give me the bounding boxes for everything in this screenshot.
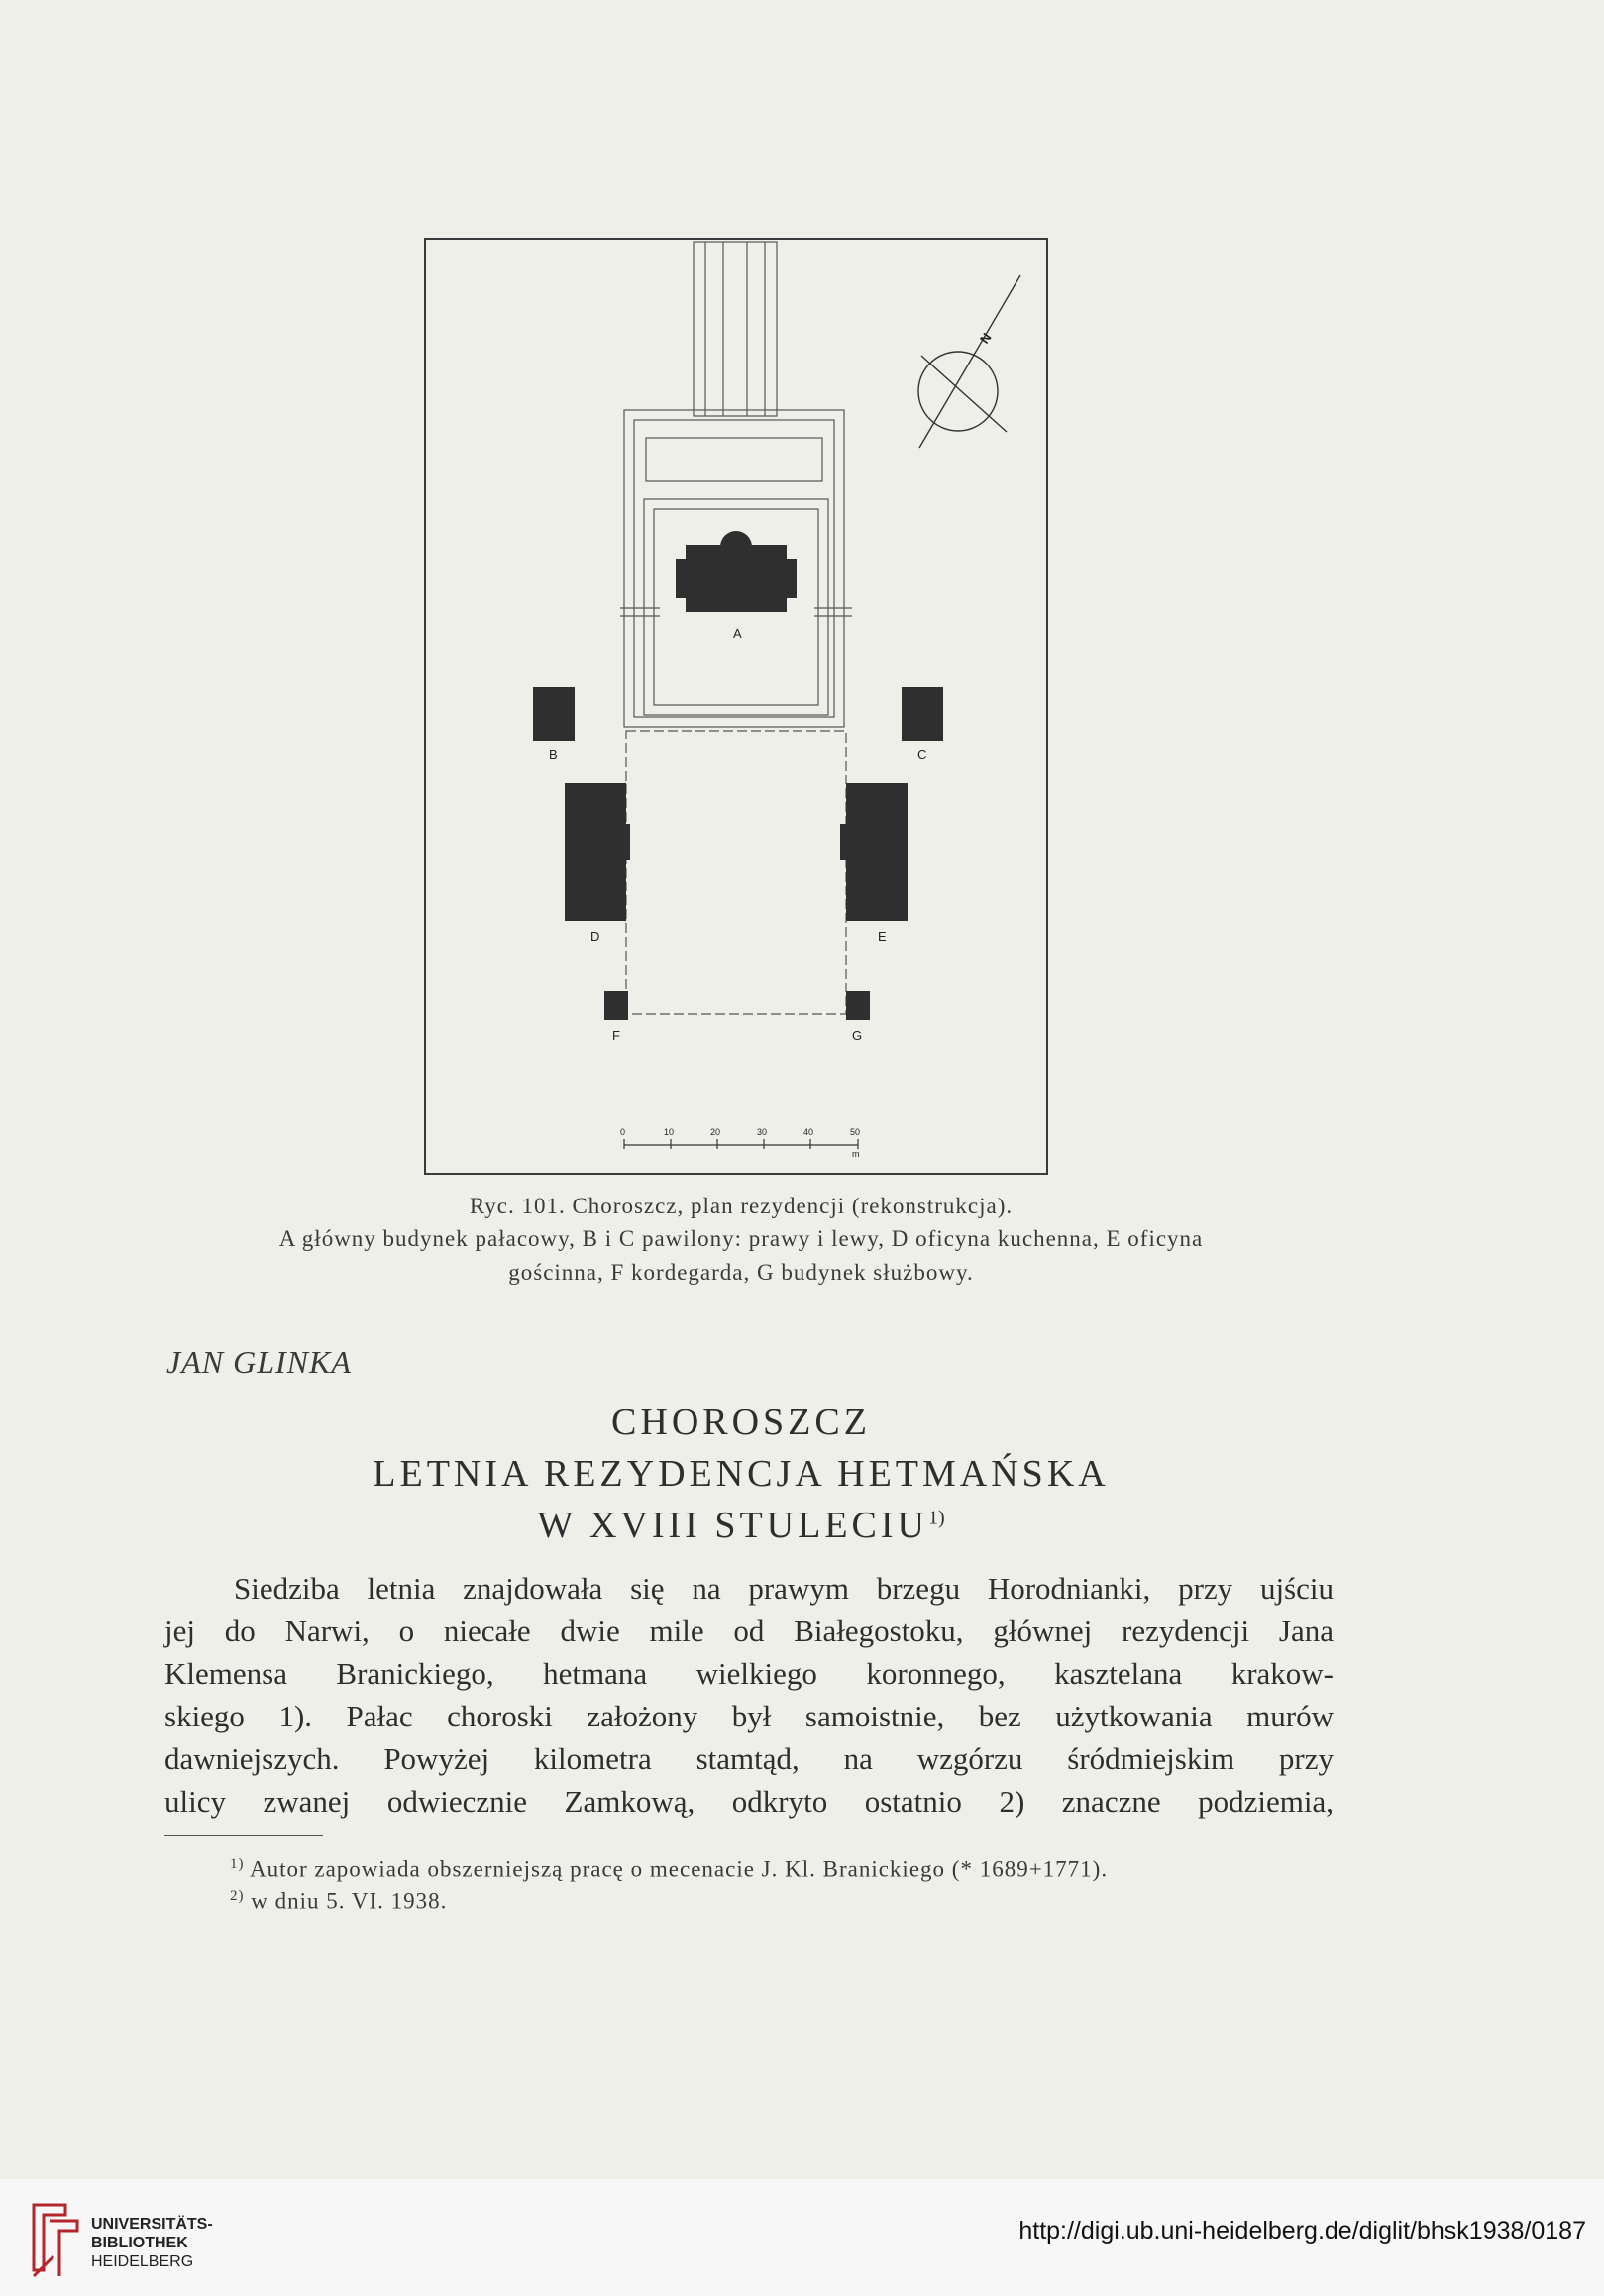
scale-unit: m: [852, 1149, 860, 1159]
scale-label: 30: [757, 1127, 768, 1137]
footnote-2: [230, 1888, 447, 1915]
library-logo-icon: [28, 2201, 85, 2280]
permalink-url[interactable]: http://digi.ub.uni-heidelberg.de/diglit/bhsk1938/0187: [1018, 2217, 1586, 2244]
footnote-1: [230, 1856, 1108, 1883]
footnote-text: w dniu 5. VI. 1938.: [251, 1888, 448, 1914]
footnote-mark: 2): [230, 1888, 245, 1904]
logo-line: UNIVERSITÄTS-: [91, 2216, 213, 2233]
library-logo-text: [91, 2215, 213, 2271]
pavilion-c-shape: [902, 687, 943, 741]
footnote-text: Autor zapowiada obszerniejszą pracę o mecenacie J. Kl. Branickiego (* 1689+1771).: [249, 1856, 1109, 1882]
plan-label-g: G: [852, 1028, 863, 1043]
article-author: JAN GLINKA: [166, 1344, 352, 1380]
pavilion-b-shape: [533, 687, 575, 741]
scale-label: 0: [620, 1127, 626, 1137]
building-a-shape: [676, 531, 797, 612]
footnote-divider: [164, 1835, 323, 1836]
figure-caption-line-1: Ryc. 101. Choroszcz, plan rezydencji (rekonstrukcja).: [469, 1194, 1014, 1218]
scale-label: 50: [850, 1127, 861, 1137]
body-line: jej do Narwi, o niecałe dwie mile od Białegostoku, głównej rezydencji Jana: [164, 1614, 1334, 1648]
outbuilding-e-shape: [840, 783, 908, 921]
plan-label-f: F: [612, 1028, 620, 1043]
plan-label-b: B: [549, 747, 558, 762]
library-footer: [0, 2179, 1604, 2296]
outbuilding-d-shape: [565, 783, 630, 921]
footnote-mark: 1): [230, 1856, 245, 1872]
logo-line: HEIDELBERG: [91, 2253, 194, 2270]
site-plan-figure: [424, 238, 1048, 1175]
article-title-line-3: [149, 1504, 1334, 1547]
site-plan-drawing: [426, 240, 1050, 1177]
plan-label-c: C: [917, 747, 927, 762]
body-line: skiego 1). Pałac choroski założony był samoistnie, bez użytkowania murów: [164, 1699, 1334, 1733]
service-building-g-shape: [846, 991, 870, 1020]
north-label: N: [976, 330, 995, 347]
body-line: Siedziba letnia znajdowała się na prawym brzegu Horodnianki, przy ujściu: [234, 1571, 1334, 1606]
figure-caption-line-3: gościnna, F kordegarda, G budynek służbowy.: [508, 1260, 974, 1285]
body-line: ulicy zwanej odwiecznie Zamkową, odkryto ostatnio 2) znaczne podziemia,: [164, 1784, 1334, 1819]
figure-caption-line-2: A główny budynek pałacowy, B i C pawilony: prawy i lewy, D oficyna kuchenna, E oficyna: [278, 1226, 1204, 1251]
scale-label: 20: [710, 1127, 721, 1137]
article-title-line-2: LETNIA REZYDENCJA HETMAŃSKA: [373, 1453, 1110, 1495]
article-title-line-1: CHOROSZCZ: [611, 1402, 871, 1443]
plan-label-e: E: [878, 929, 887, 944]
plan-label-d: D: [590, 929, 600, 944]
compass-icon: [918, 275, 1020, 448]
logo-line: BIBLIOTHEK: [91, 2235, 188, 2251]
plan-label-a: A: [733, 626, 742, 641]
title-footnote-mark: 1): [928, 1507, 945, 1529]
scale-bar: [624, 1139, 858, 1149]
title-text: W XVIII STULECIU: [537, 1505, 928, 1546]
scale-label: 40: [803, 1127, 814, 1137]
scale-label: 10: [664, 1127, 675, 1137]
guardhouse-f-shape: [604, 991, 628, 1020]
body-line: Klemensa Branickiego, hetmana wielkiego koronnego, kasztelana krakow-: [164, 1656, 1334, 1691]
body-line: dawniejszych. Powyżej kilometra stamtąd, na wzgórzu śródmiejskim przy: [164, 1741, 1334, 1776]
